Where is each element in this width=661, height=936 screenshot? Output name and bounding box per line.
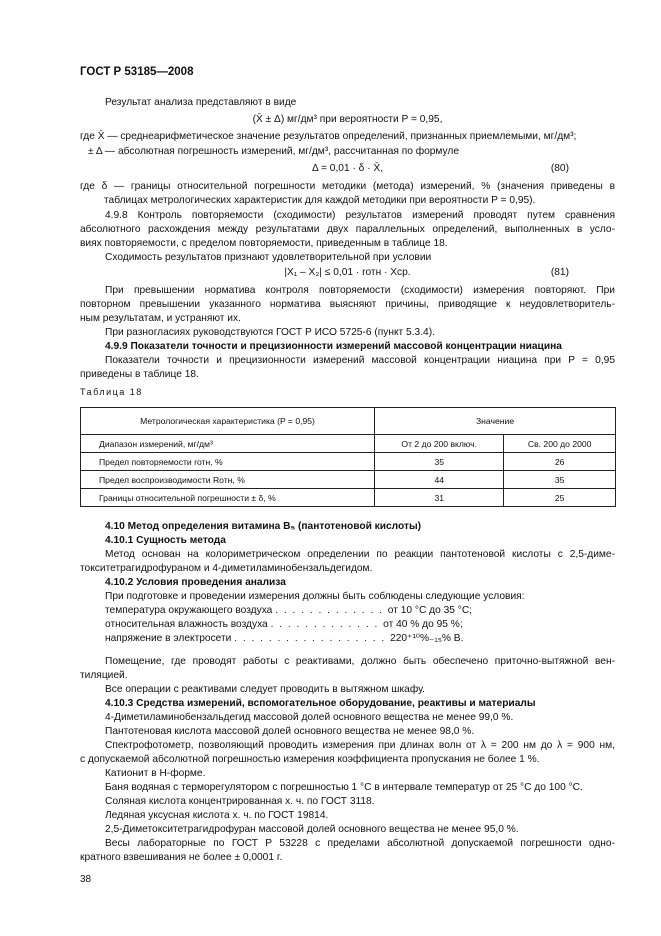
- condition-row: напряжение в электросети . . . . . . . . . . . . . . . . . . 220⁺¹⁰%₋₁₅% В.: [105, 633, 464, 644]
- paragraph: Помещение, где проводят работы с реактивами, должно быть обеспечено приточно-вытяжной вен-: [105, 656, 615, 667]
- table-cell: 25: [504, 489, 616, 507]
- paragraph: Катионит в Н-форме.: [105, 768, 206, 779]
- paragraph: с допускаемой абсолютной погрешностью измерения коэффициента пропускания не более 1 %.: [80, 754, 540, 765]
- condition-label: напряжение в электросети: [105, 633, 232, 644]
- table-cell: 35: [504, 471, 616, 489]
- table-cell: Св. 200 до 2000: [504, 435, 616, 453]
- table-cell: 44: [375, 471, 504, 489]
- table-caption: Таблица 18: [80, 387, 143, 397]
- table-cell: От 2 до 200 включ.: [375, 435, 504, 453]
- equation-number: (80): [550, 163, 569, 174]
- table-row: [81, 453, 616, 471]
- definition: таблицах метрологических характеристик для каждой методики при вероятности P = 0,95).: [104, 195, 536, 206]
- paragraph: Баня водяная с терморегулятором с погрешностью 1 °С в интервале температур от 25 °С до 100 °С.: [105, 782, 583, 793]
- document-header: ГОСТ Р 53185—2008: [80, 66, 194, 78]
- condition-value: от 40 % до 95 %;: [383, 619, 463, 630]
- condition-value: от 10 °С до 35 °С;: [387, 605, 473, 616]
- paragraph: Все операции с реактивами следует проводить в вытяжном шкафу.: [105, 684, 425, 695]
- table-cell: Границы относительной погрешности ± δ, %: [81, 489, 375, 507]
- paragraph: Метод основан на колориметрическом определении по реакции пантотеновой кислоты с 2,5-диме-: [105, 549, 615, 560]
- condition-label: относительная влажность воздуха: [105, 619, 268, 630]
- condition-row: температура окружающего воздуха . . . . . . . . . . . . . от 10 °С до 35 °С;: [105, 605, 473, 616]
- condition-row: относительная влажность воздуха . . . . . . . . . . . . . от 40 % до 95 %;: [105, 619, 463, 630]
- section-title: 4.10.2 Условия проведения анализа: [105, 577, 286, 588]
- paragraph: ным результатам, и устраняют их.: [80, 313, 241, 324]
- paragraph: приведены в таблице 18.: [80, 369, 199, 380]
- paragraph: виях повторяемости, с пределом повторяемости, приведенным в таблице 18.: [80, 238, 448, 249]
- paragraph: Сходимость результатов признают удовлетворительной при условии: [105, 252, 432, 263]
- paragraph: При разногласиях руководствуются ГОСТ Р ИСО 5725-6 (пункт 5.3.4).: [105, 327, 435, 338]
- condition-label: температура окружающего воздуха: [105, 605, 273, 616]
- paragraph: Результат анализа представляют в виде: [105, 97, 297, 108]
- paragraph: При превышении норматива контроля повторяемости (сходимости) измерения повторяют. При: [105, 285, 615, 296]
- table-cell: 26: [504, 453, 616, 471]
- definition: где δ — границы относительной погрешности методики (метода) измерений, % (значения приведены в: [80, 181, 615, 192]
- equation-number: (81): [550, 267, 569, 278]
- metrology-table: [80, 407, 616, 507]
- paragraph: абсолютного расхождения между результатами двух параллельных определений, выполненных в усло-: [80, 224, 615, 235]
- condition-value: 220⁺¹⁰%₋₁₅% В.: [390, 633, 464, 644]
- table-header-cell: Значение: [375, 408, 616, 435]
- definition: где X̄ — среднеарифметическое значение результатов определений, признанных приемлемыми, мг/дм³;: [80, 131, 577, 142]
- paragraph: Соляная кислота концентрированная х. ч. по ГОСТ 3118.: [105, 796, 375, 807]
- table-row: [81, 471, 616, 489]
- formula-80: Δ = 0,01 · δ · X̄, (80): [311, 163, 569, 174]
- paragraph: токситетрагидрофураном и 4-диметиламинобензальдегидом.: [80, 563, 373, 574]
- paragraph: 2,5-Диметокситетрагидрофуран массовой долей основного вещества не менее 95,0 %.: [105, 824, 519, 835]
- paragraph: Ледяная уксусная кислота х. ч. по ГОСТ 19814.: [105, 810, 329, 821]
- paragraph: Показатели точности и прецизионности измерений массовой концентрации ниацина при P = 0,95: [105, 355, 615, 366]
- section-title: 4.10.1 Сущность метода: [105, 535, 226, 546]
- section-title: 4.9.9 Показатели точности и прецизионности измерений массовой концентрации ниацина: [105, 341, 562, 352]
- table-cell: Предел повторяемости rотн, %: [81, 453, 375, 471]
- table-row: [81, 489, 616, 507]
- table-row: [81, 435, 616, 453]
- paragraph: Пантотеновая кислота массовой долей основного вещества не менее 98,0 %.: [105, 726, 475, 737]
- paragraph: 4.9.8 Контроль повторяемости (сходимости) результатов измерений проводят путем сравнения: [105, 210, 615, 221]
- paragraph: кратного взвешивания не более ± 0,0001 г.: [80, 852, 283, 863]
- page-number: 38: [80, 874, 92, 885]
- table-cell: 31: [375, 489, 504, 507]
- table-cell: 35: [375, 453, 504, 471]
- paragraph: повторном превышении указанного норматива выясняют причины, приводящие к неудовлетворитель-: [80, 299, 615, 310]
- table-cell: Диапазон измерений, мг/дм³: [81, 435, 375, 453]
- table-cell: Предел воспроизводимости Rотн, %: [81, 471, 375, 489]
- table-header-cell: Метрологическая характеристика (P = 0,95): [81, 408, 375, 435]
- paragraph: Весы лабораторные по ГОСТ Р 53228 с пределами абсолютной допускаемой погрешности одно-: [105, 838, 615, 849]
- formula-81: |X₁ – X₂| ≤ 0,01 · rотн · Xср. (81): [284, 267, 569, 278]
- section-title: 4.10 Метод определения витамина B₅ (пантотеновой кислоты): [105, 521, 422, 532]
- paragraph: 4-Диметиламинобензальдегид массовой долей основного вещества не менее 99,0 %.: [105, 712, 514, 723]
- result-formula: (X̄ ± Δ) мг/дм³ при вероятности P = 0,95,: [252, 114, 443, 125]
- paragraph: При подготовке и проведении измерения должны быть соблюдены следующие условия:: [105, 591, 525, 602]
- definition: ± Δ — абсолютная погрешность измерений, мг/дм³, рассчитанная по формуле: [88, 146, 460, 157]
- section-title: 4.10.3 Средства измерений, вспомогательное оборудование, реактивы и материалы: [105, 698, 536, 709]
- paragraph: Спектрофотометр, позволяющий проводить измерения при длинах волн от λ = 200 нм до λ = 900 нм,: [105, 740, 615, 751]
- paragraph: тиляцией.: [80, 670, 128, 681]
